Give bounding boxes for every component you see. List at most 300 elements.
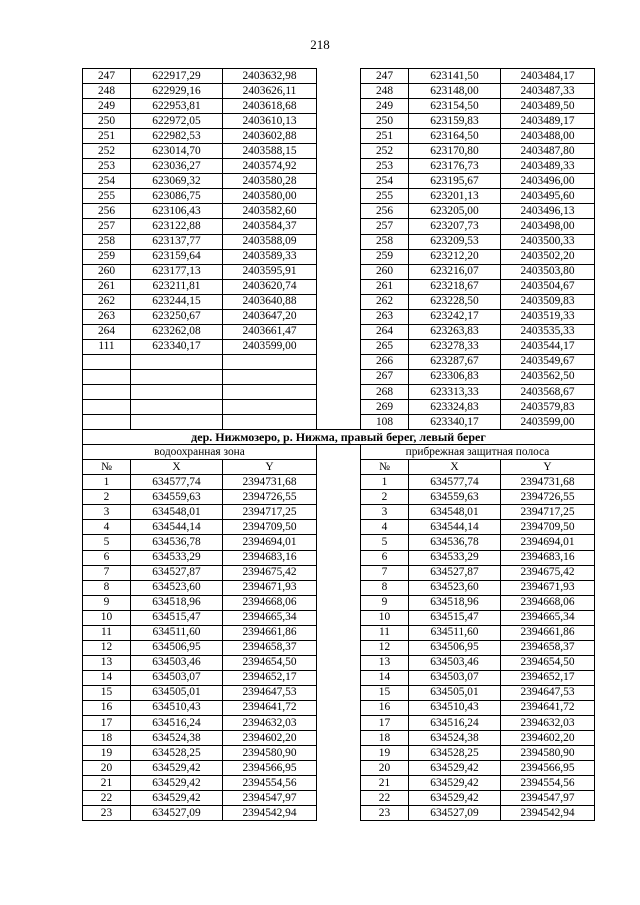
left-point-number: 14 — [83, 670, 131, 685]
left-x-coordinate: 622972,05 — [131, 114, 223, 129]
right-y-coordinate: 2394717,25 — [501, 505, 595, 520]
table-row — [83, 174, 595, 189]
table-gap — [317, 535, 361, 550]
left-point-number — [83, 354, 131, 369]
right-point-number: 248 — [361, 84, 409, 99]
left-y-coordinate: 2394661,86 — [223, 625, 317, 640]
left-y-coordinate: 2403632,98 — [223, 69, 317, 84]
table-row — [83, 776, 595, 791]
right-y-coordinate: 2394602,20 — [501, 731, 595, 746]
right-point-number: 18 — [361, 731, 409, 746]
left-point-number: 264 — [83, 324, 131, 339]
right-y-coordinate: 2403489,33 — [501, 159, 595, 174]
left-point-number — [83, 369, 131, 384]
table-gap — [317, 595, 361, 610]
left-point-number — [83, 415, 131, 430]
right-point-number: 1 — [361, 475, 409, 490]
left-x-coordinate: 623340,17 — [131, 339, 223, 354]
left-y-coordinate: 2403626,11 — [223, 84, 317, 99]
right-y-coordinate: 2403549,67 — [501, 354, 595, 369]
table-row — [83, 670, 595, 685]
table-gap — [317, 309, 361, 324]
left-y-coordinate: 2403647,20 — [223, 309, 317, 324]
right-x-coordinate: 623228,50 — [409, 294, 501, 309]
right-x-coordinate: 623216,07 — [409, 264, 501, 279]
table-gap — [317, 174, 361, 189]
table-gap — [317, 99, 361, 114]
right-point-number: 258 — [361, 234, 409, 249]
table-gap — [317, 114, 361, 129]
right-point-number: 261 — [361, 279, 409, 294]
left-y-coordinate: 2403599,00 — [223, 339, 317, 354]
table-row — [83, 731, 595, 746]
table-row — [83, 640, 595, 655]
left-x-coordinate: 634527,09 — [131, 806, 223, 821]
table-row — [83, 490, 595, 505]
table-gap — [317, 550, 361, 565]
left-x-coordinate: 634548,01 — [131, 505, 223, 520]
right-point-number: 264 — [361, 324, 409, 339]
left-y-coordinate: 2394717,25 — [223, 505, 317, 520]
right-x-coordinate: 623141,50 — [409, 69, 501, 84]
right-y-coordinate: 2403487,80 — [501, 144, 595, 159]
left-y-coordinate: 2394726,55 — [223, 490, 317, 505]
table-gap — [317, 294, 361, 309]
right-x-coordinate: 623176,73 — [409, 159, 501, 174]
left-y-coordinate: 2403610,13 — [223, 114, 317, 129]
right-x-coordinate: 623287,67 — [409, 354, 501, 369]
left-y-coordinate: 2394566,95 — [223, 761, 317, 776]
left-x-coordinate: 634503,46 — [131, 655, 223, 670]
left-y-coordinate — [223, 415, 317, 430]
left-point-number: 253 — [83, 159, 131, 174]
left-x-coordinate: 623159,64 — [131, 249, 223, 264]
table-row — [83, 595, 595, 610]
left-y-coordinate — [223, 400, 317, 415]
table-row — [83, 806, 595, 821]
table-gap — [317, 700, 361, 715]
left-point-number: 17 — [83, 716, 131, 731]
right-x-coordinate: 634544,14 — [409, 520, 501, 535]
table-row — [83, 354, 595, 369]
left-point-number: 2 — [83, 490, 131, 505]
left-y-coordinate: 2394668,06 — [223, 595, 317, 610]
left-y-coordinate: 2394671,93 — [223, 580, 317, 595]
left-point-number: 260 — [83, 264, 131, 279]
right-y-coordinate: 2394675,42 — [501, 565, 595, 580]
right-x-coordinate: 634516,24 — [409, 716, 501, 731]
right-y-coordinate: 2403495,60 — [501, 189, 595, 204]
right-point-number: 5 — [361, 535, 409, 550]
table-row — [83, 400, 595, 415]
right-point-number: 253 — [361, 159, 409, 174]
left-point-number — [83, 400, 131, 415]
left-x-coordinate: 634518,96 — [131, 595, 223, 610]
left-x-coordinate: 634528,25 — [131, 746, 223, 761]
left-y-coordinate: 2394580,90 — [223, 746, 317, 761]
left-x-coordinate: 634559,63 — [131, 490, 223, 505]
right-y-coordinate: 2394661,86 — [501, 625, 595, 640]
right-point-number: 266 — [361, 354, 409, 369]
right-y-coordinate: 2403504,67 — [501, 279, 595, 294]
table-gap — [317, 640, 361, 655]
left-y-coordinate — [223, 384, 317, 399]
left-point-number: 22 — [83, 791, 131, 806]
right-x-coordinate: 634528,25 — [409, 746, 501, 761]
table-row — [83, 309, 595, 324]
left-header-x-coordinate: X — [131, 460, 223, 475]
table-gap — [317, 670, 361, 685]
left-x-coordinate: 622917,29 — [131, 69, 223, 84]
left-point-number — [83, 384, 131, 399]
left-y-coordinate: 2403588,09 — [223, 234, 317, 249]
table-row — [83, 234, 595, 249]
table-gap — [317, 445, 361, 460]
left-point-number: 249 — [83, 99, 131, 114]
right-point-number: 251 — [361, 129, 409, 144]
table-row — [83, 761, 595, 776]
left-y-coordinate: 2403595,91 — [223, 264, 317, 279]
left-y-coordinate: 2403620,74 — [223, 279, 317, 294]
right-y-coordinate: 2403519,33 — [501, 309, 595, 324]
table-row — [83, 249, 595, 264]
table-gap — [317, 520, 361, 535]
left-x-coordinate: 634511,60 — [131, 625, 223, 640]
table-gap — [317, 219, 361, 234]
table-row — [83, 369, 595, 384]
left-x-coordinate: 634516,24 — [131, 716, 223, 731]
table-gap — [317, 159, 361, 174]
table-row — [83, 625, 595, 640]
left-x-coordinate: 634577,74 — [131, 475, 223, 490]
left-x-coordinate: 623122,88 — [131, 219, 223, 234]
left-y-coordinate: 2403618,68 — [223, 99, 317, 114]
left-point-number: 10 — [83, 610, 131, 625]
right-x-coordinate: 634511,60 — [409, 625, 501, 640]
table-row — [83, 535, 595, 550]
right-point-number: 268 — [361, 384, 409, 399]
right-y-coordinate: 2394671,93 — [501, 580, 595, 595]
left-point-number: 258 — [83, 234, 131, 249]
table-gap — [317, 475, 361, 490]
table-gap — [317, 234, 361, 249]
right-x-coordinate: 623154,50 — [409, 99, 501, 114]
left-x-coordinate: 634529,42 — [131, 761, 223, 776]
right-point-number: 2 — [361, 490, 409, 505]
right-y-coordinate: 2403544,17 — [501, 339, 595, 354]
left-y-coordinate: 2394632,03 — [223, 716, 317, 731]
table-gap — [317, 806, 361, 821]
left-point-number: 7 — [83, 565, 131, 580]
table-gap — [317, 354, 361, 369]
left-point-number: 9 — [83, 595, 131, 610]
right-y-coordinate: 2394654,50 — [501, 655, 595, 670]
left-y-coordinate: 2394647,53 — [223, 685, 317, 700]
left-x-coordinate: 634544,14 — [131, 520, 223, 535]
table-gap — [317, 324, 361, 339]
table-row — [83, 700, 595, 715]
left-x-coordinate: 623262,08 — [131, 324, 223, 339]
right-point-number: 11 — [361, 625, 409, 640]
left-y-coordinate: 2403584,37 — [223, 219, 317, 234]
right-header-y-coordinate: Y — [501, 460, 595, 475]
left-point-number: 255 — [83, 189, 131, 204]
right-x-coordinate: 623159,83 — [409, 114, 501, 129]
left-y-coordinate: 2403574,92 — [223, 159, 317, 174]
table-gap — [317, 505, 361, 520]
left-y-coordinate: 2403580,00 — [223, 189, 317, 204]
left-point-number: 254 — [83, 174, 131, 189]
page-number: 218 — [310, 37, 330, 52]
table-row — [83, 685, 595, 700]
right-point-number: 8 — [361, 580, 409, 595]
right-y-coordinate: 2394566,95 — [501, 761, 595, 776]
table-row — [83, 294, 595, 309]
left-y-coordinate: 2394694,01 — [223, 535, 317, 550]
left-x-coordinate — [131, 415, 223, 430]
table-row — [83, 716, 595, 731]
table-row — [83, 746, 595, 761]
right-header-x-coordinate: X — [409, 460, 501, 475]
right-y-coordinate: 2403503,80 — [501, 264, 595, 279]
left-point-number: 8 — [83, 580, 131, 595]
table-row — [83, 264, 595, 279]
right-x-coordinate: 634529,42 — [409, 791, 501, 806]
left-point-number: 5 — [83, 535, 131, 550]
right-y-coordinate: 2394709,50 — [501, 520, 595, 535]
table-gap — [317, 415, 361, 430]
left-y-coordinate: 2403640,88 — [223, 294, 317, 309]
left-x-coordinate: 623137,77 — [131, 234, 223, 249]
right-x-coordinate: 623263,83 — [409, 324, 501, 339]
left-x-coordinate: 634529,42 — [131, 776, 223, 791]
left-x-coordinate — [131, 384, 223, 399]
right-y-coordinate: 2394547,97 — [501, 791, 595, 806]
left-point-number: 263 — [83, 309, 131, 324]
left-x-coordinate: 634536,78 — [131, 535, 223, 550]
right-x-coordinate: 634515,47 — [409, 610, 501, 625]
table-gap — [317, 400, 361, 415]
left-x-coordinate: 623106,43 — [131, 204, 223, 219]
right-point-number: 15 — [361, 685, 409, 700]
right-y-coordinate: 2394542,94 — [501, 806, 595, 821]
table-row — [83, 339, 595, 354]
table-gap — [317, 731, 361, 746]
right-point-number: 20 — [361, 761, 409, 776]
table-gap — [317, 264, 361, 279]
right-y-coordinate: 2403509,83 — [501, 294, 595, 309]
right-y-coordinate: 2394554,56 — [501, 776, 595, 791]
left-x-coordinate: 623036,27 — [131, 159, 223, 174]
left-point-number: 1 — [83, 475, 131, 490]
section-title-row — [83, 430, 595, 445]
right-point-number: 255 — [361, 189, 409, 204]
table-gap — [317, 746, 361, 761]
right-x-coordinate: 634527,09 — [409, 806, 501, 821]
right-y-coordinate: 2403579,83 — [501, 400, 595, 415]
left-y-coordinate: 2394709,50 — [223, 520, 317, 535]
table-row — [83, 189, 595, 204]
left-x-coordinate: 622982,53 — [131, 129, 223, 144]
left-x-coordinate: 623250,67 — [131, 309, 223, 324]
table-gap — [317, 610, 361, 625]
left-point-number: 3 — [83, 505, 131, 520]
table-row — [83, 279, 595, 294]
right-point-number: 12 — [361, 640, 409, 655]
right-point-number: 254 — [361, 174, 409, 189]
right-x-coordinate: 634523,60 — [409, 580, 501, 595]
left-point-number: 23 — [83, 806, 131, 821]
left-point-number: 18 — [83, 731, 131, 746]
right-x-coordinate: 634510,43 — [409, 700, 501, 715]
left-point-number: 11 — [83, 625, 131, 640]
table-gap — [317, 655, 361, 670]
right-x-coordinate: 623313,33 — [409, 384, 501, 399]
left-y-coordinate: 2403582,60 — [223, 204, 317, 219]
left-y-coordinate: 2394602,20 — [223, 731, 317, 746]
right-y-coordinate: 2394683,16 — [501, 550, 595, 565]
right-point-number: 269 — [361, 400, 409, 415]
right-point-number: 23 — [361, 806, 409, 821]
left-point-number: 259 — [83, 249, 131, 264]
right-y-coordinate: 2394658,37 — [501, 640, 595, 655]
coordinates-table — [82, 68, 595, 821]
right-x-coordinate: 623278,33 — [409, 339, 501, 354]
subheading-row — [83, 445, 595, 460]
table-row — [83, 84, 595, 99]
left-x-coordinate: 634533,29 — [131, 550, 223, 565]
table-gap — [317, 776, 361, 791]
table-gap — [317, 204, 361, 219]
right-y-coordinate: 2394641,72 — [501, 700, 595, 715]
left-point-number: 20 — [83, 761, 131, 776]
left-x-coordinate: 623211,81 — [131, 279, 223, 294]
table-gap — [317, 384, 361, 399]
table-gap — [317, 339, 361, 354]
right-y-coordinate: 2394647,53 — [501, 685, 595, 700]
right-point-number: 256 — [361, 204, 409, 219]
left-y-coordinate — [223, 369, 317, 384]
left-x-coordinate — [131, 369, 223, 384]
left-y-coordinate: 2394665,34 — [223, 610, 317, 625]
right-x-coordinate: 623205,00 — [409, 204, 501, 219]
left-x-coordinate: 622929,16 — [131, 84, 223, 99]
right-y-coordinate: 2403488,00 — [501, 129, 595, 144]
right-point-number: 247 — [361, 69, 409, 84]
right-point-number: 265 — [361, 339, 409, 354]
right-x-coordinate: 623207,73 — [409, 219, 501, 234]
right-point-number: 263 — [361, 309, 409, 324]
table-gap — [317, 685, 361, 700]
left-y-coordinate: 2394675,42 — [223, 565, 317, 580]
left-y-coordinate: 2394683,16 — [223, 550, 317, 565]
left-x-coordinate: 634503,07 — [131, 670, 223, 685]
right-y-coordinate: 2394632,03 — [501, 716, 595, 731]
right-point-number: 3 — [361, 505, 409, 520]
left-x-coordinate: 634506,95 — [131, 640, 223, 655]
left-point-number: 252 — [83, 144, 131, 159]
right-x-coordinate: 623164,50 — [409, 129, 501, 144]
right-x-coordinate: 623306,83 — [409, 369, 501, 384]
table-row — [83, 219, 595, 234]
table-row — [83, 129, 595, 144]
section-title: дер. Нижмозеро, р. Нижма, правый берег, левый берег — [83, 430, 595, 445]
right-y-coordinate: 2403496,00 — [501, 174, 595, 189]
right-point-number: 16 — [361, 700, 409, 715]
left-point-number: 19 — [83, 746, 131, 761]
left-x-coordinate: 623069,32 — [131, 174, 223, 189]
right-x-coordinate: 634503,07 — [409, 670, 501, 685]
left-y-coordinate: 2403589,33 — [223, 249, 317, 264]
left-y-coordinate: 2394731,68 — [223, 475, 317, 490]
table-row — [83, 159, 595, 174]
table-gap — [317, 84, 361, 99]
right-point-number: 267 — [361, 369, 409, 384]
right-y-coordinate: 2394726,55 — [501, 490, 595, 505]
left-y-coordinate: 2394654,50 — [223, 655, 317, 670]
right-x-coordinate: 634559,63 — [409, 490, 501, 505]
right-x-coordinate: 634527,87 — [409, 565, 501, 580]
right-x-coordinate: 634518,96 — [409, 595, 501, 610]
left-y-coordinate: 2394542,94 — [223, 806, 317, 821]
left-point-number: 16 — [83, 700, 131, 715]
right-point-number: 108 — [361, 415, 409, 430]
right-point-number: 262 — [361, 294, 409, 309]
left-x-coordinate — [131, 400, 223, 415]
left-header-point-number: № — [83, 460, 131, 475]
right-y-coordinate: 2394668,06 — [501, 595, 595, 610]
right-x-coordinate: 634548,01 — [409, 505, 501, 520]
right-x-coordinate: 623148,00 — [409, 84, 501, 99]
table-gap — [317, 761, 361, 776]
left-y-coordinate: 2394547,97 — [223, 791, 317, 806]
right-x-coordinate: 634533,29 — [409, 550, 501, 565]
left-x-coordinate: 623177,13 — [131, 264, 223, 279]
right-x-coordinate: 623212,20 — [409, 249, 501, 264]
table-row — [83, 204, 595, 219]
table-row — [83, 324, 595, 339]
left-y-coordinate: 2394554,56 — [223, 776, 317, 791]
left-y-coordinate: 2394652,17 — [223, 670, 317, 685]
table-row — [83, 114, 595, 129]
table-row — [83, 791, 595, 806]
right-x-coordinate: 623218,67 — [409, 279, 501, 294]
table-row — [83, 415, 595, 430]
left-x-coordinate: 623244,15 — [131, 294, 223, 309]
right-point-number: 13 — [361, 655, 409, 670]
left-point-number: 15 — [83, 685, 131, 700]
left-y-coordinate: 2403661,47 — [223, 324, 317, 339]
left-point-number: 111 — [83, 339, 131, 354]
left-x-coordinate: 623014,70 — [131, 144, 223, 159]
left-y-coordinate: 2403602,88 — [223, 129, 317, 144]
right-y-coordinate: 2403535,33 — [501, 324, 595, 339]
right-y-coordinate: 2403568,67 — [501, 384, 595, 399]
left-point-number: 261 — [83, 279, 131, 294]
table-gap — [317, 625, 361, 640]
left-point-number: 248 — [83, 84, 131, 99]
right-point-number: 252 — [361, 144, 409, 159]
right-x-coordinate: 623209,53 — [409, 234, 501, 249]
left-point-number: 6 — [83, 550, 131, 565]
left-x-coordinate: 634510,43 — [131, 700, 223, 715]
table-gap — [317, 791, 361, 806]
left-x-coordinate: 634505,01 — [131, 685, 223, 700]
right-x-coordinate: 623170,80 — [409, 144, 501, 159]
left-x-coordinate: 634527,87 — [131, 565, 223, 580]
left-point-number: 247 — [83, 69, 131, 84]
right-y-coordinate: 2394580,90 — [501, 746, 595, 761]
